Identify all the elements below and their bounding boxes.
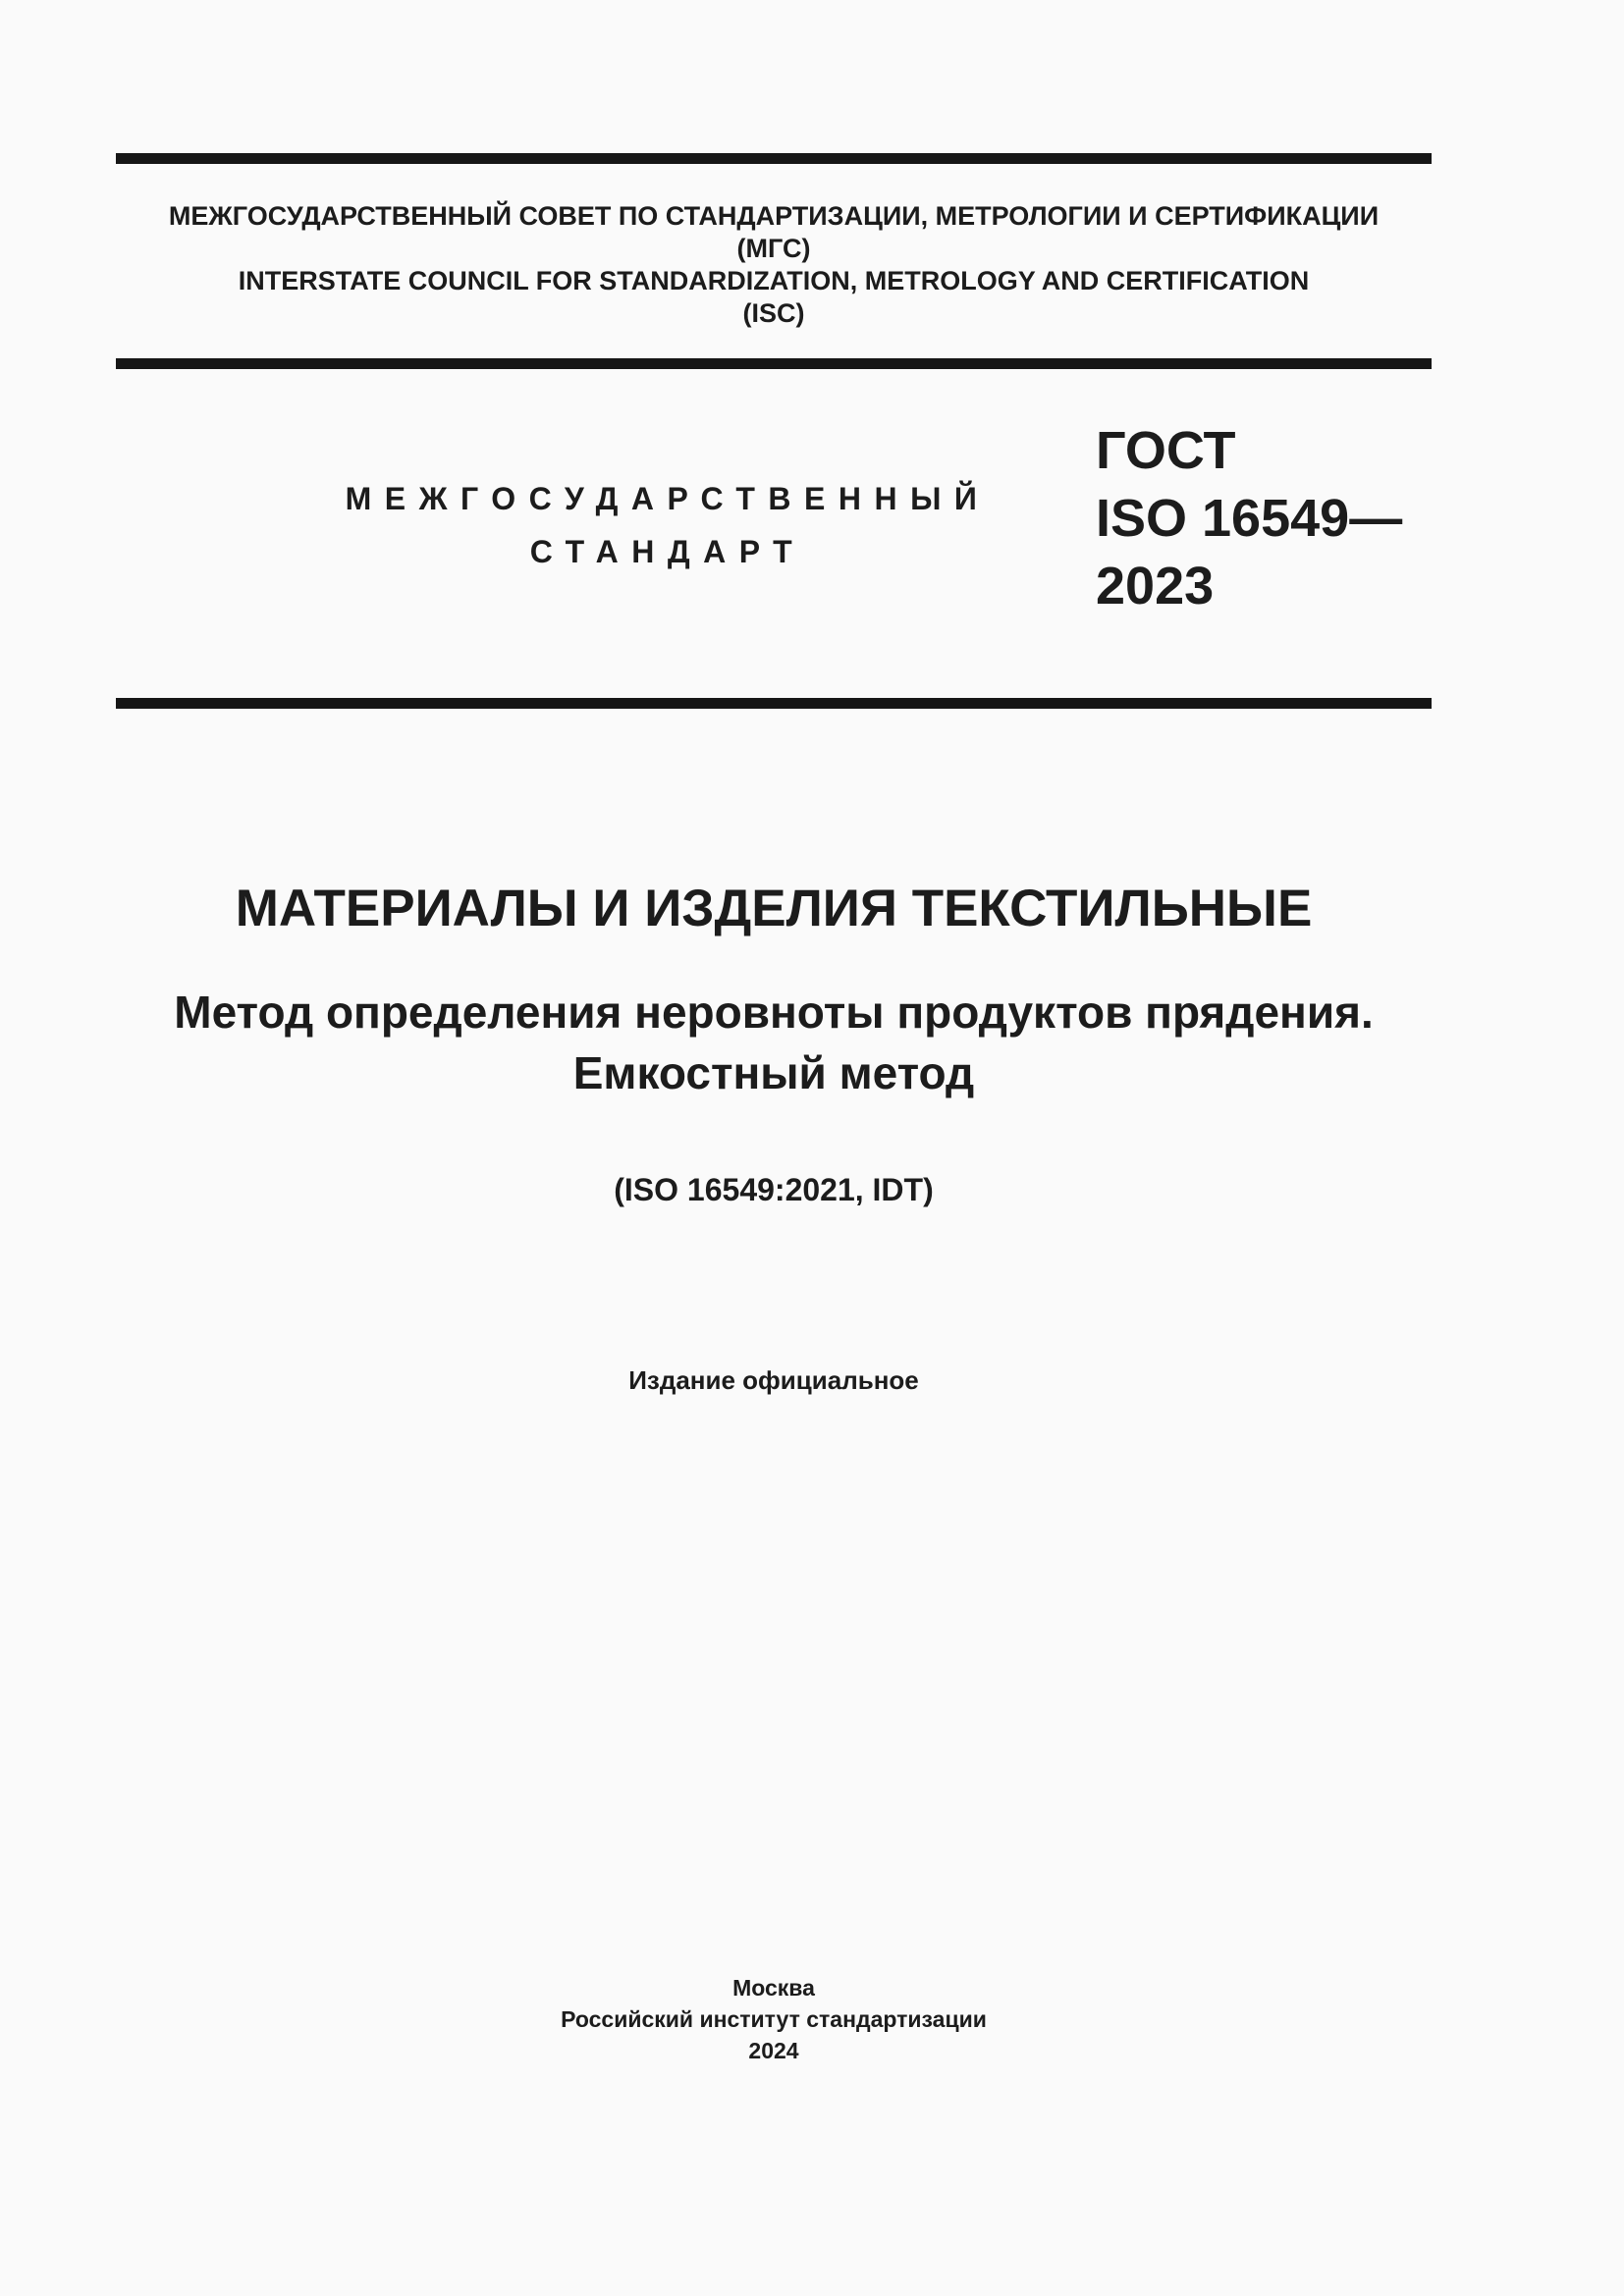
standard-type-label bbox=[324, 472, 1011, 578]
document-subtitle bbox=[79, 982, 1469, 1103]
edition-note: Издание официальное bbox=[628, 1365, 919, 1395]
subtitle-line1: Метод определения неровноты продуктов прядения. bbox=[174, 987, 1374, 1038]
council-name-en: INTERSTATE COUNCIL FOR STANDARDIZATION, METROLOGY AND CERTIFICATION bbox=[238, 266, 1310, 295]
top-rule bbox=[116, 153, 1432, 164]
iso-reference: (ISO 16549:2021, IDT) bbox=[614, 1172, 934, 1207]
imprint-city: Москва bbox=[732, 1975, 815, 2001]
standard-type-line1: МЕЖГОСУДАРСТВЕННЫЙ bbox=[345, 481, 991, 516]
designation-line2: ISO 16549— bbox=[1096, 489, 1403, 548]
subtitle-line2: Емкостный метод bbox=[572, 1047, 975, 1098]
designation-line3: 2023 bbox=[1096, 557, 1215, 615]
council-name-ru: МЕЖГОСУДАРСТВЕННЫЙ СОВЕТ ПО СТАНДАРТИЗАЦИИ, МЕТРОЛОГИИ И СЕРТИФИКАЦИИ bbox=[168, 201, 1380, 231]
standard-type-line2: СТАНДАРТ bbox=[529, 534, 806, 569]
council-abbr-en: (ISC) bbox=[742, 298, 805, 328]
council-header bbox=[116, 200, 1432, 330]
imprint-publisher: Российский институт стандартизации bbox=[561, 2006, 987, 2032]
designation-line1: ГОСТ bbox=[1096, 421, 1236, 480]
imprint bbox=[116, 1972, 1432, 2066]
document-title: МАТЕРИАЛЫ И ИЗДЕЛИЯ ТЕКСТИЛЬНЫЕ bbox=[235, 880, 1313, 937]
designation-divider-rule bbox=[116, 698, 1432, 709]
council-divider-rule bbox=[116, 358, 1432, 369]
imprint-year: 2024 bbox=[748, 2038, 799, 2063]
gost-designation bbox=[1096, 417, 1402, 620]
council-abbr-ru: (МГС) bbox=[736, 234, 811, 263]
